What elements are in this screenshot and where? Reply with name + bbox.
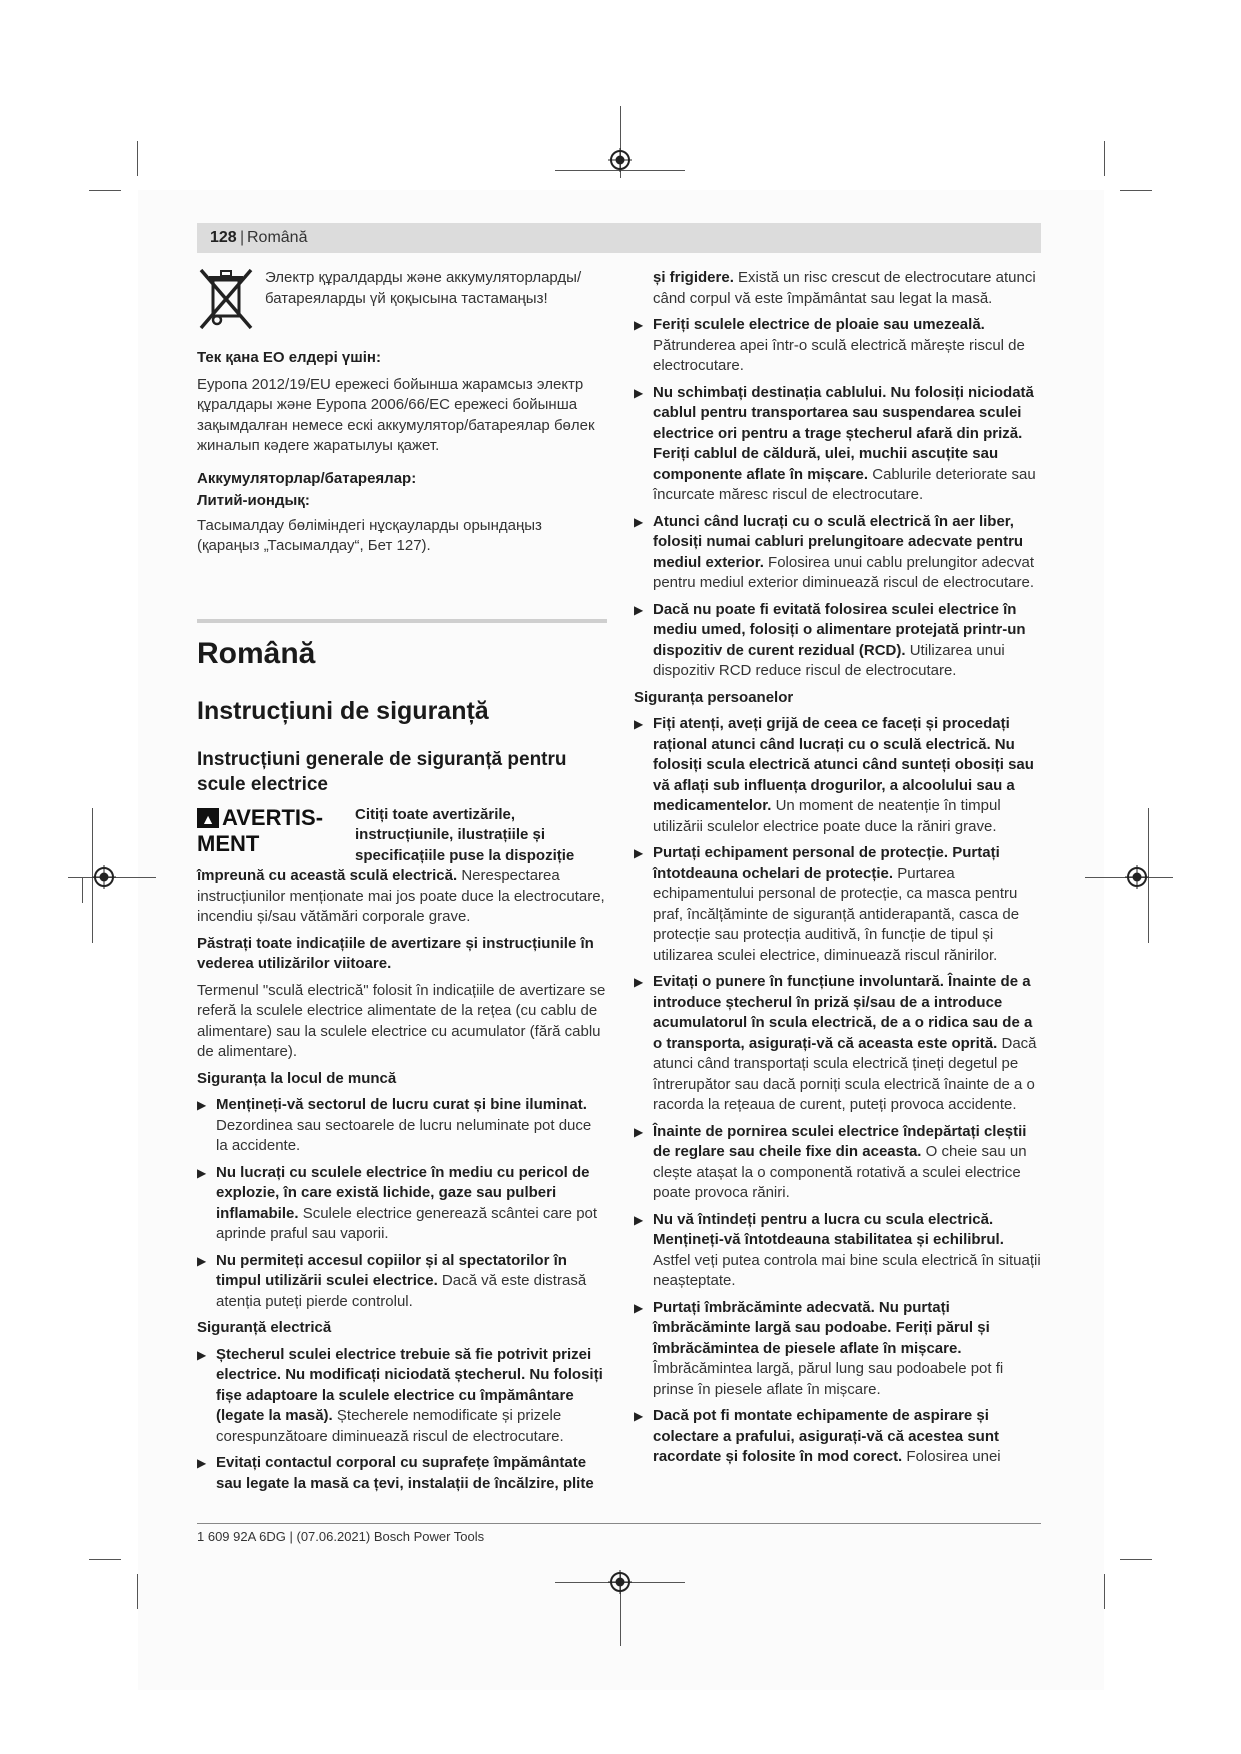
crossed-bin-icon (197, 268, 255, 330)
language-title: Română (197, 636, 316, 670)
lithium-heading: Литий-иондық: (197, 492, 310, 509)
item-text: Purtarea echipamentului personal de protecție, ca masca pentru praf, încălțăminte de siguranță antiderapantă, casca de protecție sau protecția auditivă, în funcție de tipul și utilizarea sculei electrice, diminuează riscul rănirilor. (653, 864, 1020, 964)
page-header-bar (197, 223, 1041, 253)
list-item (634, 843, 1044, 966)
list-item (634, 315, 1044, 377)
item-text: Cablurile deteriorate sau încurcate măresc riscul de electrocutare. (653, 465, 1036, 503)
list-item (197, 1345, 607, 1448)
item-text: Un moment de neatenție în timpul utilizării sculelor electrice poate duce la răniri grave. (653, 797, 1001, 835)
list-item (197, 1095, 607, 1157)
electrical-list (197, 1345, 607, 1495)
warning-triangle-icon: ▲ (197, 808, 219, 828)
item-bold: Nu vă întindeți pentru a lucra cu scula electrică. Mențineți-vă întotdeauna stabilitatea și echilibrul. (653, 1210, 1004, 1248)
item-text: Dezordinea sau sectoarele de lucru neluminate pot duce la accidente. (216, 1116, 592, 1154)
crop-mark (1120, 190, 1152, 191)
warning-block (197, 805, 607, 867)
crop-mark (89, 1559, 121, 1560)
registration-mark-icon (608, 148, 632, 172)
warning-label-line-1: AVERTIS- (222, 804, 324, 830)
cont-text: Există un risc crescut de electrocutare atunci când corpul vă este împământat sau legat la masă. (653, 269, 1036, 307)
lithium-text: Тасымалдау бөліміндегі нұсқауларды орындаңыз (қараңыз „Тасымалдау“, Бет 127). (197, 516, 542, 554)
crop-mark (1104, 141, 1105, 176)
item-text: Îmbrăcămintea largă, părul lung sau podoabele pot fi prinse în piesele aflate în mișcare. (653, 1360, 1004, 1398)
warning-label (197, 805, 347, 867)
item-text: Astfel veți putea controla mai bine scula electrică în situații neașteptate. (653, 1251, 1041, 1289)
weee-text: Электр құралдарды және аккумуляторларды/батареяларды үй қоқысына тастамаңыз! (265, 269, 582, 307)
registration-mark-icon (1125, 865, 1149, 889)
personal-heading: Siguranța persoanelor (634, 688, 794, 706)
crop-mark (1120, 1559, 1152, 1560)
item-text: Sculele electrice generează scântei care pot aprinde praful sau vaporii. (216, 1204, 598, 1242)
header-separator: | (240, 229, 245, 246)
eu-heading: Тек қана ЕО елдері үшін: (197, 349, 381, 366)
warning-label-line-2: MENT (197, 830, 260, 856)
item-text: Dacă vă este distrasă atenția puteți pierde controlul. (216, 1272, 587, 1310)
workplace-list (197, 1095, 607, 1312)
safety-title: Instrucțiuni de siguranță (197, 696, 489, 725)
item-bold: Purtați echipament personal de protecție. Purtați întotdeauna ochelari de protecție. (653, 844, 1000, 882)
item-bold: Înainte de pornirea sculei electrice îndepărtați cleștii de reglare sau cheile fixe din aceasta. (653, 1122, 1027, 1160)
crop-mark (137, 1574, 138, 1609)
list-item (634, 714, 1044, 837)
list-item (197, 1453, 607, 1494)
list-item (634, 600, 1044, 682)
list-item (634, 1406, 1044, 1468)
item-bold: Ștecherul sculei electrice trebuie să fie potrivit prizei electrice. Nu modificați niciodată ștecherul. Nu folosiți fișe adaptoare la sculele electrice cu împământare (legate la masă). (216, 1345, 603, 1424)
left-column (197, 268, 607, 1500)
electrical-heading: Siguranță electrică (197, 1319, 332, 1336)
electrical-list-cont (634, 315, 1044, 682)
battery-heading: Аккумуляторлар/батареялар: (197, 469, 417, 487)
item-bold: Mențineți-vă sectorul de lucru curat și bine iluminat. (216, 1096, 587, 1113)
warning-side-text: Citiți toate avertizările, instrucțiunile, ilustrațiile și specificațiile puse la dispoziție (355, 805, 575, 864)
item-bold: Nu lucrați cu sculele electrice în mediu cu pericol de explozie, în care există lichide, gaze sau pulberi inflamabile. (216, 1163, 590, 1222)
item-text: Ștecherele nemodificate și prizele corespunzătoare diminuează riscul de electrocutare. (216, 1407, 564, 1445)
registration-line (82, 877, 83, 903)
item-bold: Dacă pot fi montate echipamente de aspirare și colectare a prafului, asigurați-vă că acestea sunt racordate și folosite în mod corect. (653, 1407, 999, 1465)
header-language: Română (247, 229, 308, 246)
item-text: Utilizarea unui dispozitiv RCD reduce riscul de electrocutare. (653, 641, 1005, 679)
item-text: O cheie sau un clește atașat la o componentă rotativă a sculei electrice poate provoca răniri. (653, 1143, 1027, 1201)
list-item (634, 1210, 1044, 1292)
crop-mark (89, 190, 121, 191)
list-item (634, 972, 1044, 1116)
warning-normal: Nerespectarea instrucțiunilor menționate mai jos poate duce la electrocutare, incendiu și/sau vătămări corporale grave. (197, 867, 605, 925)
item-bold: Atunci când lucrați cu o sculă electrică în aer liber, folosiți numai cabluri prelungitoare adecvate pentru mediul exterior. (653, 512, 1024, 571)
page-number: 128 (210, 229, 237, 246)
item-text: Pătrunderea apei într-o sculă electrică mărește riscul de electrocutare. (653, 336, 1025, 374)
list-item (634, 1122, 1044, 1204)
weee-notice (197, 268, 607, 330)
item-bold: Evitați contactul corporal cu suprafețe împământate sau legate la masă ca țevi, instalații de încălzire, plite (216, 1454, 594, 1492)
warning-continuation (197, 866, 607, 928)
footer-imprint: 1 609 92A 6DG | (07.06.2021) Bosch Power Tools (197, 1529, 485, 1544)
personal-list (634, 714, 1044, 1468)
item-bold: Nu permiteți accesul copiilor și al spectatorilor în timpul utilizării sculei electrice. (216, 1251, 567, 1289)
item-bold: Nu schimbați destinația cablului. Nu folosiți niciodată cablul pentru transportarea sau suspendarea sculei electrice ori pentru a trage ștecherul afară din priză. Feriți cablul de căldură, ulei, muchii ascuțite sau componente aflate în mișcare. (653, 383, 1034, 483)
term-definition: Termenul "sculă electrică" folosit în indicațiile de avertizare se referă la sculele electrice alimentate de la rețea (cu cablu de alimentare) sau la sculele electrice cu acumulator (fără cablu de alimentare). (197, 981, 606, 1060)
item-text: Dacă atunci când transportați scula electrică țineți degetul pe întrerupător sau dacă porniți scula electrică înainte de a o racorda la rețeaua de curent, puteți provoca accidente. (653, 1034, 1037, 1113)
keep-instructions: Păstrați toate indicațiile de avertizare și instrucțiunile în vederea utilizărilor viitoare. (197, 934, 594, 972)
item-bold: Fiți atenți, aveți grijă de ceea ce faceți și procedați rațional atunci când lucrați cu o sculă electrică. Nu folosiți scula electrică atunci când sunteți obosiți sau vă aflați sub influența drogurilor, a alcoolului sau a medicamentelor. (653, 715, 1034, 814)
cont-bold: și frigidere. (653, 269, 734, 286)
registration-mark-icon (92, 865, 116, 889)
crop-mark (1104, 1574, 1105, 1609)
item-bold: Evitați o punere în funcțiune involuntară. Înainte de a introduce ștecherul în priză și/sau de a introduce acumulatorul în scula electrică, de a o ridica sau de a o transporta, asigurați-vă că aceasta este oprită. (653, 973, 1033, 1052)
registration-mark-icon (608, 1570, 632, 1594)
item-bold: Feriți sculele electrice de ploaie sau umezeală. (653, 316, 985, 333)
list-item (197, 1251, 607, 1313)
item-bold: Purtați îmbrăcăminte adecvată. Nu purtați îmbrăcăminte largă sau podoabe. Feriți părul și îmbrăcămintea de piesele aflate în mișcare. (653, 1298, 990, 1357)
list-item (634, 1298, 1044, 1401)
list-item (197, 1163, 607, 1245)
right-column (634, 268, 1044, 1474)
continuation-text (634, 268, 1044, 309)
workplace-heading: Siguranța la locul de muncă (197, 1069, 397, 1087)
warning-bold-cont: împreună cu această sculă electrică. (197, 867, 458, 884)
list-item (634, 383, 1044, 506)
general-safety-title: Instrucțiuni generale de siguranță pentru scule electrice (197, 748, 567, 795)
crop-mark (137, 141, 138, 176)
eu-text: Еуропа 2012/19/EU ережесі бойынша жарамсыз электр құралдары және Еуропа 2006/66/EC ережесі бойынша зақымдалған немесе ескі аккумулятор/батареялар бөлек жиналып кәдеге жаратылуы қажет. (197, 375, 595, 454)
item-text: Folosirea unei (906, 1448, 1001, 1465)
footer-rule (197, 1523, 1041, 1524)
list-item (634, 512, 1044, 594)
item-bold: Dacă nu poate fi evitată folosirea sculei electrice în mediu umed, folosiți o alimentare protejată printr-un dispozitiv de curent rezidual (RCD). (653, 600, 1026, 659)
item-text: Folosirea unui cablu prelungitor adecvat pentru mediul exterior diminuează riscul de electrocutare. (653, 553, 1035, 591)
section-divider (197, 619, 607, 623)
